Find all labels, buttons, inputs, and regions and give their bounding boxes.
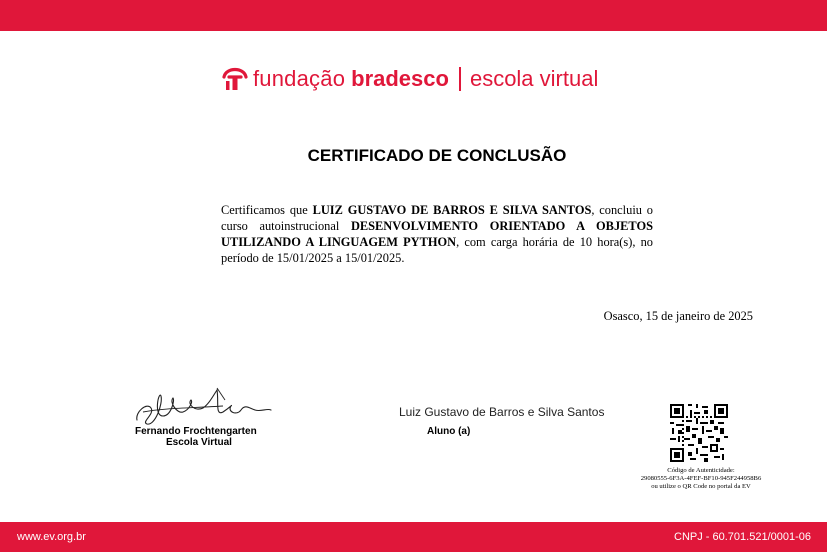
authenticity-code: 29080555-6F3A-4FEF-BF10-945F244958B6 (640, 475, 762, 482)
certificate-body (221, 202, 653, 266)
logo-text-fundacao: fundação (253, 66, 346, 91)
authenticity-info (624, 467, 778, 491)
body-student-name: LUIZ GUSTAVO DE BARROS E SILVA SANTOS (312, 203, 592, 217)
authenticity-label: Código de Autenticidade: (667, 467, 735, 474)
certificate-title: CERTIFICADO DE CONCLUSÃO (307, 146, 567, 165)
bradesco-tree-icon (221, 65, 249, 93)
footer-cnpj: CNPJ - 60.701.521/0001-06 (674, 531, 811, 543)
top-red-bar (0, 0, 827, 31)
body-text-1: Certificamos que (221, 203, 313, 217)
body-course-name: DESENVOLVIMENTO ORIENTADO A OBJETOS UTILIZANDO A LINGUAGEM PYTHON (221, 219, 653, 249)
authenticity-note: ou utilize o QR Code no portal da EV (651, 483, 751, 490)
logo-separator (459, 67, 461, 91)
logo-text-bradesco: bradesco (351, 66, 449, 91)
footer-website-link[interactable]: www.ev.org.br (17, 531, 86, 543)
student-signature-name: Luiz Gustavo de Barros e Silva Santos (399, 405, 605, 419)
director-name: Fernando Frochtengarten (135, 426, 257, 437)
bottom-red-bar (0, 522, 827, 552)
body-text-2: , concluiu o curso autoinstrucional (221, 203, 653, 233)
issue-date: Osasco, 15 de janeiro de 2025 (603, 309, 753, 323)
director-signature (133, 382, 273, 428)
student-role: Aluno (a) (427, 426, 471, 437)
fundacao-bradesco-logo (221, 62, 598, 96)
logo-text-escola-virtual: escola virtual (469, 66, 599, 91)
body-text-3: , com carga horária de 10 hora(s), no período de 15/01/2025 a 15/01/2025. (221, 235, 653, 265)
director-role: Escola Virtual (166, 437, 232, 448)
qr-code-icon[interactable] (670, 404, 728, 462)
